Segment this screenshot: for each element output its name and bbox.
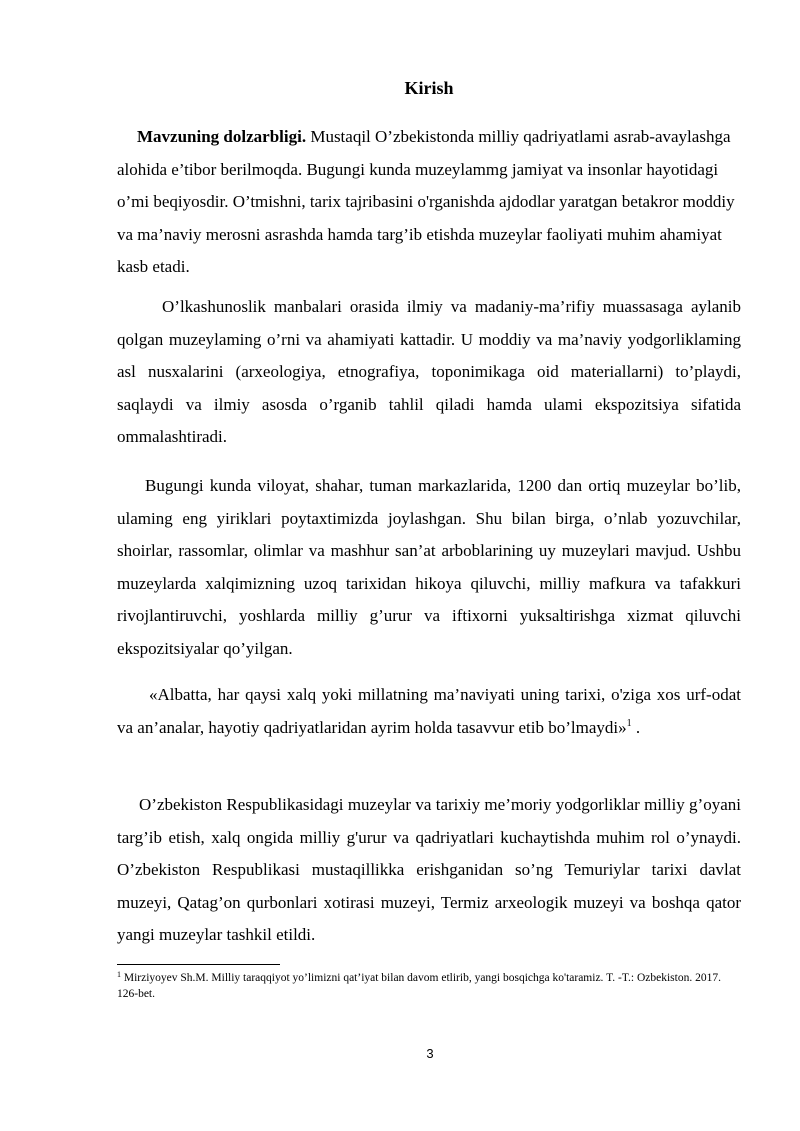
footnote-reference[interactable]: 1 <box>626 717 632 729</box>
paragraph-relevance <box>117 121 741 284</box>
page-number: 3 <box>426 1046 434 1061</box>
paragraph-museums-count <box>117 470 741 665</box>
paragraph-indent <box>117 685 149 704</box>
paragraph-text: Bugungi kunda viloyat, shahar, tuman markazlarida, 1200 dan ortiq muzeylar bo’lib, ulaming eng yiriklari poytaxtimizda joylashgan. Shu bilan birga, o’nlab yozuvchilar, shoirlar, rassomlar, olimlar va mashhur san’at arboblarining uy muzeylari mavjud. Ushbu muzeylarda xalqimizning uzoq tarixidan hikoya qiluvchi, milliy mafkura va tafakkuri rivojlantiruvchi, yoshlarda milliy g’urur va iftixorni yuksaltirishga xizmat qiluvchi ekspozitsiyalar qo’yilgan. <box>117 476 741 658</box>
paragraph-lead-term: Mavzuning dolzarbligi. <box>137 127 307 146</box>
quote-tail: . <box>631 717 641 737</box>
footnote-divider <box>117 964 280 965</box>
paragraph-text: Mustaqil O’zbekistonda milliy qadriyatlami asrab-avaylashga alohida e’tibor berilmoqda. Bugungi kunda muzeylammg jamiyat va insonlar hayotidagi o’mi beqiyosdir. O’tmishni, tarix tajribasini o'rganishda ajdodlar yaratgan betakror moddiy va ma’naviy merosni asrashda hamda targ’ib etishda muzeylar faoliyati muhim ahamiyat kasb etadi. <box>117 127 735 276</box>
paragraph-quote <box>117 679 741 744</box>
footnote-marker: 1 <box>117 970 121 979</box>
quote-text: «Albatta, har qaysi xalq yoki millatning ma’naviyati uning tarixi, o'ziga xos urf-odat va an’analar, hayotiy qadriyatlaridan ayrim holda tasavvur etib bo’lmaydi» <box>117 685 741 737</box>
paragraph-indent <box>117 127 137 146</box>
paragraph-local-history <box>117 291 741 454</box>
paragraph-indent <box>117 476 145 495</box>
paragraph-indent <box>117 795 139 814</box>
section-heading: Kirish <box>404 78 454 98</box>
footnote-text: Mirziyoyev Sh.M. Milliy taraqqiyot yo’limizni qat’iyat bilan davom etlirib, yangi bosqichga ko'taramiz. T. -T.: Ozbekiston. 2017. 126-bet. <box>117 972 721 1000</box>
paragraph-text: O’lkashunoslik manbalari orasida ilmiy va madaniy-ma’rifiy muassasaga aylanib qolgan muzeylaming o’rni va ahamiyati kattadir. U moddiy va ma’naviy yodgorliklaming asl nusxalarini (arxeologiya, etnografiya, toponimikaga oid materiallarni) to’playdi, saqlaydi va ilmiy asosda o’rganib tahlil qiladi hamda ulami ekspozitsiya sifatida ommalashtiradi. <box>117 297 741 446</box>
footnote <box>117 970 727 1002</box>
paragraph-indent <box>117 297 162 316</box>
paragraph-text: O’zbekiston Respublikasidagi muzeylar va tarixiy me’moriy yodgorliklar milliy g’oyani targ’ib etish, xalq ongida milliy g'urur va qadriyatlari kuchaytishda muhim rol o’ynaydi. O’zbekiston Respublikasi mustaqillikka erishganidan so’ng Temuriylar tarixi davlat muzeyi, Qatag’on qurbonlari xotirasi muzeyi, Termiz arxeologik muzeyi va boshqa qator yangi muzeylar tashkil etildi. <box>117 795 741 944</box>
paragraph-republic-museums <box>117 789 741 952</box>
